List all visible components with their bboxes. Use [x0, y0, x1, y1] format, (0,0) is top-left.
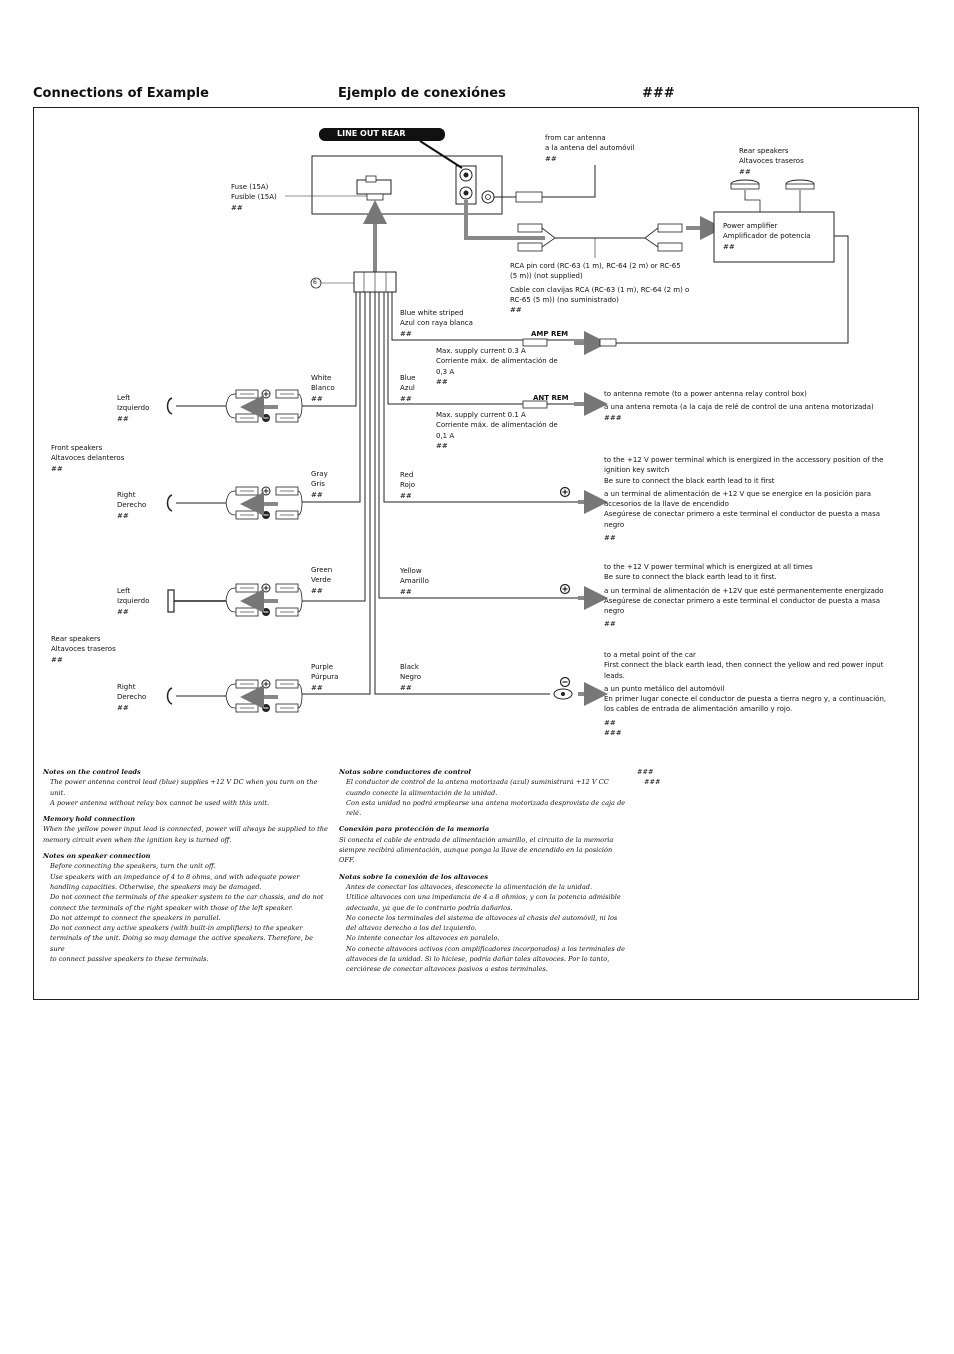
rca-cord-label: RCA pin cord (RC-63 (1 m), RC-64 (2 m) or RC-65 (5 m)) (not supplied) Cable con clavijas RCA (RC-63 (1 m), RC-64 (2 m) o RC-65 (5 m)) (no suministrado) ##	[510, 262, 690, 315]
front-right-label: Right Derecho ##	[117, 491, 147, 520]
note-heading: Conexión para protección de la memoria	[339, 825, 490, 834]
red-terminal	[561, 488, 597, 503]
blue-label: Blue Azul ##	[400, 374, 416, 403]
speaker-rear-right	[168, 680, 303, 712]
red-desc: to the +12 V power terminal which is energized in the accessory position of the ignition key switch Be sure to connect the black earth lead to it first a un terminal de alimentación de +12 V que se energice en la posición para accesorios de la llave de encendido Asegúrese de conectar primero a este terminal el conductor de puesta a masa negro ##	[604, 456, 884, 543]
green-label: Green Verde ##	[311, 566, 333, 595]
speaker-front-right	[168, 487, 303, 519]
note-heading: Memory hold connection	[43, 815, 136, 824]
note-heading: Notas sobre conductores de control	[339, 768, 471, 776]
rear-right-label: Right Derecho ##	[117, 683, 147, 712]
line-out-rear-label: LINE OUT REAR	[337, 129, 406, 138]
notes-spanish: Notas sobre conductores de control El conductor de control de la antena motorizada (azul) suministrará +12 V CC cuando conecte la alimentación de la unidad. Con esta unidad no podrá emplearse una antena motorizada desprovista de caja de relé. Conexión para protección de la memoria Si conecta el cable de entrada de alimentación amarillo, el circuito de la memoria siempre recibirá alimentación, aunque ponga la llave de encendido en la posición OFF. Notas sobre la conexión de los altavoces Antes de conectar los altavoces, desconecte la alimentación de la unidad. Utilice altavoces con una impedancia de 4 a 8 ohmios, y con la potencia admisible adecuada, ya que de lo contrario podría dañarlos. No conecte los terminales del sistema de altavoces al chasis del automóvil, ni los del altavoz derecho a los del izquierdo. No intente conectar los altavoces en paralelo. No conecte altavoces activos (con amplificadores incorporados) a los terminales de altavoces de la unidad. Si lo hiciese, podría dañar tales altavoces. Por lo tanto, cerciórese de conectar altavoces pasivos a estos terminales.	[339, 767, 629, 975]
note-heading: Notes on the control leads	[43, 768, 141, 776]
speaker-rear-left	[168, 584, 302, 616]
rear-speakers-amp-label: Rear speakers Altavoces traseros ##	[739, 147, 804, 176]
head-unit	[312, 156, 502, 214]
white-label: White Blanco ##	[311, 374, 335, 403]
front-left-label: Left Izquierdo ##	[117, 394, 150, 423]
ant-rem-current: Max. supply current 0.1 A Corriente máx. de alimentación de 0,1 A ##	[436, 411, 558, 450]
gray-label: Gray Gris ##	[311, 470, 328, 499]
header-other: ###	[642, 86, 675, 101]
notes-english: Notes on the control leads The power antenna control lead (blue) supplies +12 V DC when you turn on the unit. A power antenna without relay box cannot be used with this unit. Memory hold connection When the yellow power input lead is connected, power will always be supplied to the memory circuit even when the ignition key is turned off. Notes on speaker connection Before connecting the speakers, turn the unit off. Use speakers with an impedance of 4 to 8 ohms, and with adequate power handling capacities. Otherwise, the speakers may be damaged. Do not connect the terminals of the speaker system to the car chassis, and do not connect the terminals of the right speaker with those of the left speaker. Do not attempt to connect the speakers in parallel. Do not connect any active speakers (with built-in amplifiers) to the speaker terminals of the unit. Doing so may damage the active speakers. Therefore, be sure to connect passive speakers to these terminals.	[43, 768, 328, 964]
antenna-plug	[494, 165, 595, 202]
header-english: Connections of Example	[33, 86, 209, 101]
amp-rem-label: AMP REM	[531, 330, 569, 338]
amp-rem-current: Max. supply current 0.3 A Corriente máx. de alimentación de 0,3 A ##	[436, 347, 558, 386]
blue-white-label: Blue white striped Azul con raya blanca ##	[400, 309, 473, 338]
header-spanish: Ejemplo de conexiónes	[338, 86, 506, 101]
rca-cords	[518, 224, 712, 258]
purple-label: Purple Púrpura ##	[311, 663, 339, 692]
connector-number: 6	[313, 279, 317, 286]
notes-other: ### ###	[637, 768, 661, 787]
rear-left-label: Left Izquierdo ##	[117, 587, 150, 616]
power-amplifier-label: Power amplifier Amplificador de potencia ##	[723, 222, 811, 251]
black-ground-terminal	[554, 678, 596, 700]
antenna-label: from car antenna a la antena del automóvil ##	[545, 134, 635, 163]
black-desc: to a metal point of the car First connect the black earth lead, then connect the yellow and red power input leads. a un punto metálico del automóvil En primer lugar conecte el conductor de puesta a tierra negro y, a continuación, los cables de entrada de alimentación amarillo y rojo. ## ###	[604, 651, 887, 738]
yellow-label: Yellow Amarillo ##	[400, 567, 429, 596]
ant-remote-desc: to antenna remote (to a power antenna relay control box) a una antena remota (a la caja de relé de control de una antena motorizada) ###	[604, 390, 874, 422]
note-heading: Notes on speaker connection	[43, 852, 151, 861]
yellow-terminal	[561, 585, 597, 599]
black-label: Black Negro ##	[400, 663, 421, 692]
speaker-front-left	[168, 390, 303, 422]
yellow-desc: to the +12 V power terminal which is energized at all times Be sure to connect the black earth lead to it first. a un terminal de alimentación de +12V que esté permanentemente energizado Asegúrese de conectar primero a este terminal el conductor de puesta a masa negro ##	[604, 563, 884, 629]
fuse-label: Fuse (15A) Fusible (15A) ##	[231, 183, 277, 212]
note-heading: Notas sobre la conexión de los altavoces	[339, 872, 489, 881]
ant-rem-label: ANT REM	[533, 394, 569, 402]
front-speakers-label: Front speakers Altavoces delanteros ##	[51, 444, 125, 473]
harness-connector	[311, 272, 396, 292]
red-label: Red Rojo ##	[400, 471, 416, 500]
rear-speakers-label: Rear speakers Altavoces traseros ##	[51, 635, 116, 664]
